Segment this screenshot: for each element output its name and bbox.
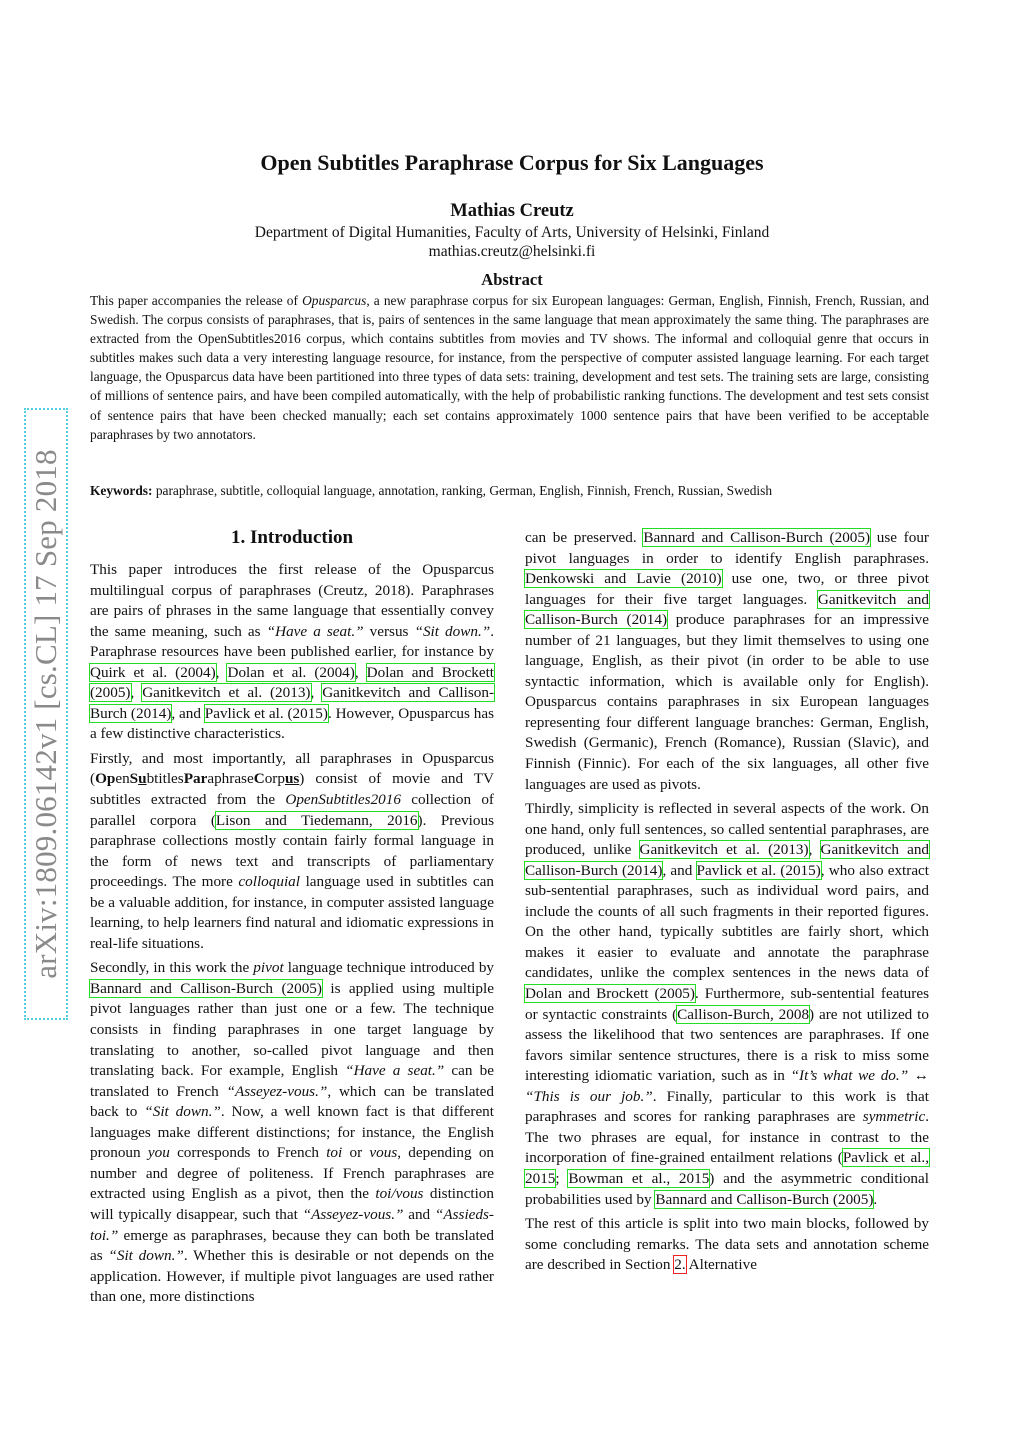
paragraph: This paper introduces the first release of the Opusparcus multilingual corpus of paraphrases (Creutz, 2018). Paraphrases are pairs of phrases in the same language that essentially convey the same meaning, such as “Have a seat.” versus “Sit down.”. Paraphrase resources have been published earlier, for instance by Quirk et al. (2004), Dolan et al. (2004), Dolan and Brockett (2005), Ganitkevitch et al. (2013), Ganitkevitch and Callison-Burch (2014), and Pavlick et al. (2015). However, Opusparcus has a few distinctive characteristics.	[90, 561, 495, 743]
citation-link[interactable]: Ganitkevitch et al. (2013)	[639, 841, 809, 859]
abstract-body: This paper accompanies the release of Opusparcus, a new paraphrase corpus for six European languages: German, English, Finnish, French, Russian, and Swedish. The corpus consists of paraphrases, that is, pairs of sentences in the same language that mean approximately the same thing. The paraphrases are extracted from the OpenSubtitles2016 corpus, which contains subtitles from movies and TV shows. The informal and colloquial genre that occurs in subtitles makes such data a very interesting language resource, for instance, from the perspective of computer assisted language learning. For each target language, the Opusparcus data have been partitioned into three types of data sets: training, development and test sets. The training sets are large, consisting of millions of sentence pairs, and have been compiled automatically, with the help of probabilistic ranking functions. The development and test sets consist of sentence pairs that have been checked manually; each set contains approximately 1000 sentence pairs that have been verified to be acceptable paraphrases by two annotators.	[90, 293, 929, 442]
paragraph: Firstly, and most importantly, all paraphrases in Opusparcus (OpenSubtitlesParaphraseCorpus) consist of movie and TV subtitles extracted from the OpenSubtitles2016 collection of parallel corpora (Lison and Tiedemann, 2016). Previous paraphrase collections mostly contain fairly formal language in the form of news text and transcripts of parliamentary proceedings. The more colloquial language used in subtitles can be a valuable addition, for instance, in computer assisted language learning, to help learners find natural and idiomatic expressions in real-life situations.	[90, 749, 494, 952]
citation-link[interactable]: Quirk et al. (2004)	[90, 663, 216, 681]
citation-link[interactable]: Ganitkevitch et al. (2013)	[142, 684, 311, 702]
citation-link[interactable]: Pavlick et al., 2015	[525, 1149, 929, 1187]
keywords: Keywords: paraphrase, subtitle, colloquial language, annotation, ranking, German, English, Finnish, French, Russian, Swedish	[90, 483, 773, 498]
paragraph: Secondly, in this work the pivot language technique introduced by Bannard and Callison-Burch (2005) is applied using multiple pivot languages rather than just one or a few. The technique consists in finding paraphrases in one target language by translating to another, so-called pivot language and then translating back. For example, English “Have a seat.” can be translated to French “Asseyez-vous.”, which can be translated back to “Sit down.”. Now, a well known fact is that different languages make different distinctions; for instance, the English pronoun you corresponds to French toi or vous, depending on number and degree of politeness. If French paraphrases are extracted using English as a pivot, then the toi/vous distinction will typically disappear, such that “Asseyez-vous.” and “Assieds-toi.” emerge as paraphrases, because they can both be translated as “Sit down.”. Whether this is desirable or not depends on the application. However, if multiple pivot languages are used rather than one, more distinctions	[90, 959, 495, 1306]
citation-link[interactable]: Bowman et al., 2015	[568, 1169, 710, 1187]
citation-link[interactable]: Dolan and Brockett (2005)	[525, 985, 695, 1003]
citation-link[interactable]: Denkowski and Lavie (2010)	[525, 570, 722, 588]
citation-link[interactable]: Pavlick et al. (2015)	[204, 704, 328, 722]
arxiv-sidebar	[24, 408, 68, 1020]
citation-link[interactable]: Ganitkevitch and Callison-Burch (2014)	[90, 684, 495, 722]
citation-link[interactable]: Dolan and Brockett (2005)	[90, 663, 495, 702]
paragraph: The rest of this article is split into two main blocks, followed by some concluding remarks. The data sets and annotation scheme are described in Section 2. Alternative	[525, 1215, 929, 1274]
citation-link[interactable]: Callison-Burch, 2008	[677, 1005, 810, 1023]
author-email[interactable]: mathias.creutz@helsinki.fi	[428, 243, 596, 260]
citation-link[interactable]: Bannard and Callison-Burch (2005)	[90, 979, 322, 997]
citation-link[interactable]: Ganitkevitch and Callison-Burch (2014)	[525, 590, 929, 629]
abstract-heading: Abstract	[481, 270, 543, 289]
citation-link[interactable]: Bannard and Callison-Burch (2005)	[643, 529, 871, 546]
arxiv-identifier[interactable]: arXiv:1809.06142v1 [cs.CL] 17 Sep 2018	[28, 449, 63, 979]
author-name: Mathias Creutz	[450, 201, 574, 221]
citation-link[interactable]: Pavlick et al. (2015)	[696, 861, 821, 879]
paragraph: Thirdly, simplicity is reflected in several aspects of the work. On one hand, only full sentences, so called sentential paraphrases, are produced, unlike Ganitkevitch et al. (2013), Ganitkevitch and Callison-Burch (2014), and Pavlick et al. (2015), who also extract sub-sentential paraphrases, such as individual word pairs, and include the counts of all such fragments in their reported figures. On the other hand, typically subtitles are fairly short, which makes it easier to evaluate and annotate the paraphrase candidates, unlike the complex sentences in the news data of Dolan and Brockett (2005). Furthermore, sub-sentential features or syntactic constraints (Callison-Burch, 2008) are not utilized to assess the likelihood that two sentences are paraphrases. If one favors similar sentence structures, there is a risk to miss some interesting idiomatic variation, such as in “It’s what we do.” ↔ “This is our job.”. Finally, particular to this work is that paraphrases and scores for ranking paraphrases are symmetric. The two phrases are equal, for instance in contrast to the incorporation of fine-grained entailment relations (Pavlick et al., 2015; Bowman et al., 2015) and the asymmetric conditional probabilities used by Bannard and Callison-Burch (2005).	[525, 800, 930, 1208]
paper-title: Open Subtitles Paraphrase Corpus for Six Languages	[260, 150, 764, 175]
right-column	[525, 528, 929, 1280]
citation-link[interactable]: Bannard and Callison-Burch (2005)	[655, 1190, 874, 1208]
author-affiliation: Department of Digital Humanities, Faculty of Arts, University of Helsinki, Finland	[254, 224, 770, 241]
left-column	[90, 526, 494, 1312]
citation-link[interactable]: Dolan et al. (2004)	[227, 663, 355, 681]
paragraph: can be preserved. Bannard and Callison-Burch (2005) use four pivot languages in order to identify English paraphrases. Denkowski and Lavie (2010) use one, two, or three pivot languages for their five target languages. Ganitkevitch and Callison-Burch (2014) produce paraphrases for an impressive number of 21 languages, but they limit themselves to using one language, English, as their pivot (in order to be able to use syntactic information, which is available only for English). Opusparcus contains paraphrases in six European languages representing four different language branches: German, English, Swedish (Germanic), French (Romance), Russian (Slavic), and Finnish (Finnic). For each of the six languages, all other five languages are used as pivots.	[525, 529, 929, 793]
section-heading-introduction: 1. Introduction	[230, 527, 354, 548]
citation-link[interactable]: Ganitkevitch and Callison-Burch (2014)	[525, 841, 930, 879]
citation-link[interactable]: Lison and Tiedemann, 2016	[215, 811, 418, 829]
keywords-label: Keywords:	[90, 483, 153, 498]
bidirectional-arrow: ↔	[908, 1067, 929, 1085]
section-reference-link[interactable]: 2.	[674, 1256, 686, 1274]
